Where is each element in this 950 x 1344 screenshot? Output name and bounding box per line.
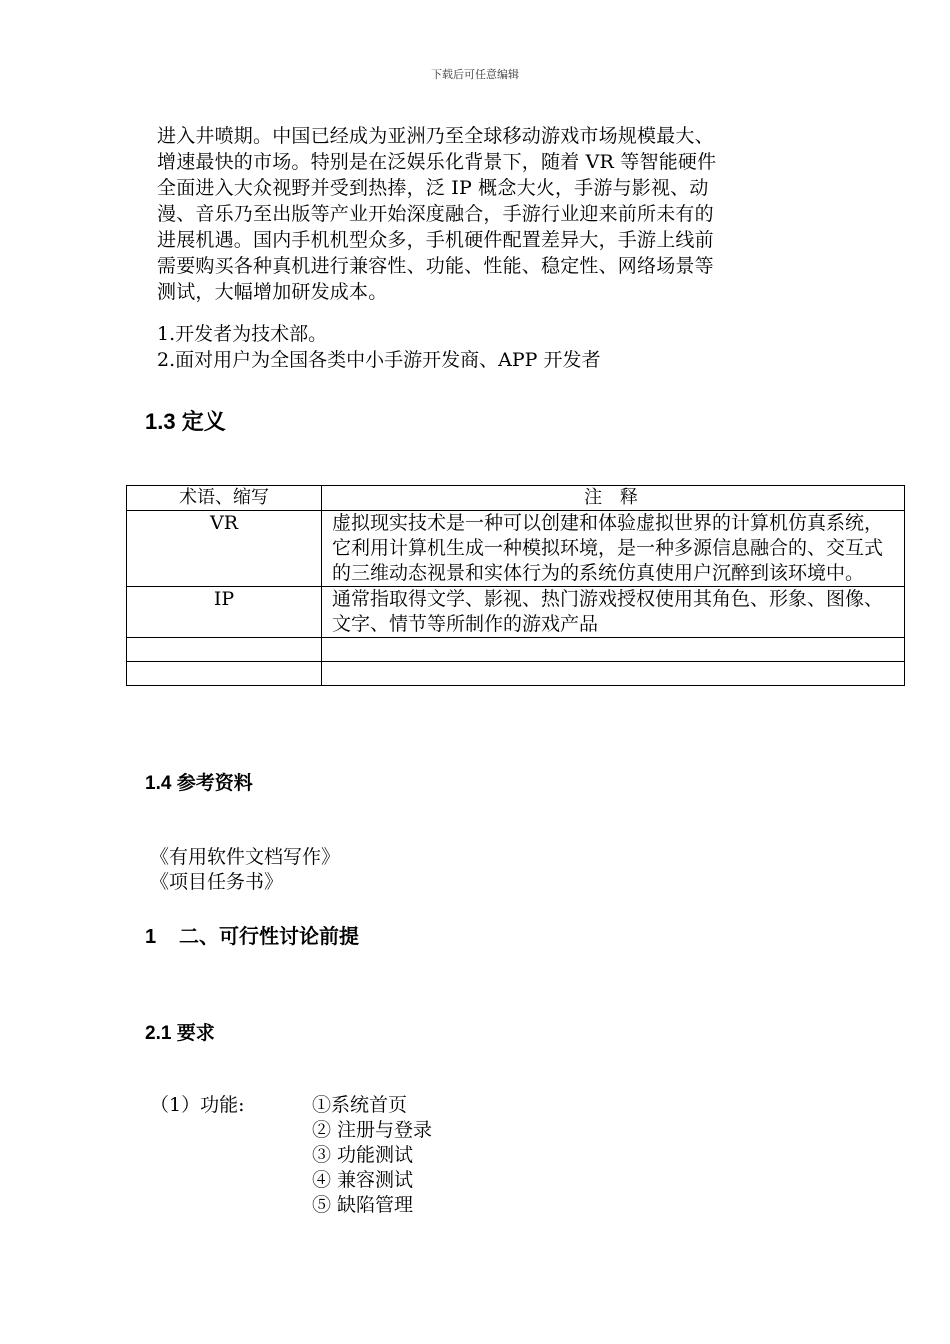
- developer-list: [157, 321, 600, 373]
- requirement-item: ①系统首页: [312, 1094, 408, 1116]
- table-cell-empty: [127, 638, 322, 662]
- intro-line: 进入井喷期。中国已经成为亚洲乃至全球移动游戏市场规模最大、: [157, 125, 714, 147]
- reference-item: 《有用软件文档写作》: [150, 846, 341, 868]
- section-heading-feasibility: [145, 920, 359, 949]
- reference-item: 《项目任务书》: [150, 871, 284, 893]
- requirement-item: ② 注册与登录: [312, 1119, 433, 1141]
- section-heading-definitions: 1.3 定义: [145, 409, 226, 434]
- table-cell-empty: [322, 638, 905, 662]
- requirements-label: （1）功能:: [150, 1094, 245, 1116]
- table-cell-note: 虚拟现实技术是一种可以创建和体验虚拟世界的计算机仿真系统，它利用计算机生成一种模拟环境，是一种多源信息融合的、交互式的三维动态视景和实体行为的系统仿真使用户沉醉到该环境中。: [322, 511, 905, 587]
- intro-line: 漫、音乐乃至出版等产业开始深度融合，手游行业迎来前所未有的: [157, 203, 714, 225]
- table-header-note: 注 释: [322, 486, 905, 511]
- requirements-list: [312, 1093, 432, 1218]
- definitions-table: [126, 485, 905, 686]
- table-row-empty: [127, 638, 905, 662]
- reference-list: [150, 845, 340, 895]
- table-row: [127, 587, 905, 638]
- table-header-term: 术语、缩写: [127, 486, 322, 511]
- table-cell-term: IP: [127, 587, 322, 638]
- section-heading-references: 1.4 参考资料: [145, 773, 253, 794]
- section-number: 1: [145, 926, 157, 948]
- table-cell-term: VR: [127, 511, 322, 587]
- table-row-empty: [127, 662, 905, 686]
- list-item: 1.开发者为技术部。: [157, 323, 328, 345]
- intro-paragraph: [157, 123, 817, 305]
- requirement-item: ⑤ 缺陷管理: [312, 1194, 414, 1216]
- intro-line: 测试，大幅增加研发成本。: [157, 281, 388, 303]
- table-cell-empty: [127, 662, 322, 686]
- section-heading-requirements: 2.1 要求: [145, 1023, 215, 1044]
- requirement-item: ③ 功能测试: [312, 1144, 414, 1166]
- intro-line: 全面进入大众视野并受到热捧，泛 IP 概念大火，手游与影视、动: [157, 177, 709, 199]
- table-header-row: [127, 486, 905, 511]
- intro-line: 增速最快的市场。特别是在泛娱乐化背景下，随着 VR 等智能硬件: [157, 151, 717, 173]
- table-cell-empty: [322, 662, 905, 686]
- table-row: [127, 511, 905, 587]
- page-header: 下载后可任意编辑: [431, 68, 519, 81]
- requirement-item: ④ 兼容测试: [312, 1169, 414, 1191]
- intro-line: 需要购买各种真机进行兼容性、功能、性能、稳定性、网络场景等: [157, 255, 714, 277]
- table-cell-note: 通常指取得文学、影视、热门游戏授权使用其角色、形象、图像、文字、情节等所制作的游戏产品: [322, 587, 905, 638]
- intro-line: 进展机遇。国内手机机型众多，手机硬件配置差异大，手游上线前: [157, 229, 714, 251]
- list-item: 2.面对用户为全国各类中小手游开发商、APP 开发者: [157, 349, 601, 371]
- section-title: 二、可行性讨论前提: [179, 926, 359, 948]
